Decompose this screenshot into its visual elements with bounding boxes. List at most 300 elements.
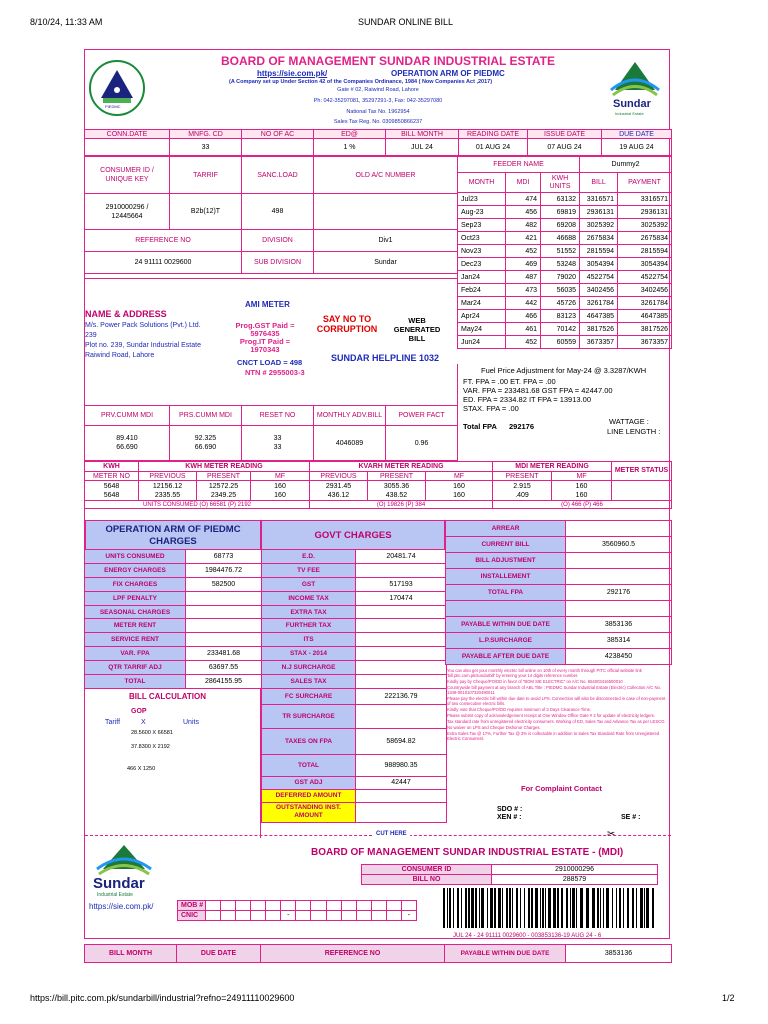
power-fact-value: 0.96 bbox=[386, 426, 458, 461]
barcode-bar bbox=[603, 888, 604, 928]
stub-bill-no-label: BILL NO bbox=[362, 875, 492, 885]
history-kwh: 45726 bbox=[541, 297, 580, 310]
history-payment: 3025392 bbox=[618, 219, 672, 232]
history-payment: 3402456 bbox=[618, 284, 672, 297]
mdi-mf-header: MF bbox=[552, 472, 612, 481]
instruction-item: Extra Sales Tax @ 17%, Further Tax @ 3% is collectable in addition to Sales Tax Standard Rate from Unregistered Electric Consumers. bbox=[447, 731, 660, 741]
mob-digit-cell[interactable] bbox=[296, 901, 311, 911]
barcode-bar bbox=[449, 888, 451, 928]
kwh-label: KWH bbox=[85, 462, 139, 472]
cnic-digit-cell[interactable] bbox=[326, 911, 341, 921]
it-paid-label: Prog.IT Paid = bbox=[239, 337, 291, 346]
barcode-bar bbox=[606, 888, 609, 928]
payable-due-value: 3853136 bbox=[566, 617, 672, 633]
bill-calculation bbox=[85, 688, 261, 838]
history-month: Aug-23 bbox=[458, 206, 506, 219]
piedmc-charge-row bbox=[85, 675, 262, 689]
barcode-bar bbox=[461, 888, 462, 928]
govt-charge-label: EXTRA TAX bbox=[262, 605, 356, 619]
monthly-adv-bill-label: MONTHLY ADV.BILL bbox=[314, 406, 386, 426]
old-ac-label: OLD A/C NUMBER bbox=[314, 157, 458, 194]
govt-charge-row bbox=[262, 661, 447, 675]
history-kwh: 69819 bbox=[541, 206, 580, 219]
govt-charge-value: 20481.74 bbox=[356, 550, 447, 564]
meter-reading-cell bbox=[139, 481, 197, 501]
ami-meter-title: AMI METER bbox=[245, 300, 290, 309]
bill-adjustment-value bbox=[566, 553, 672, 569]
payable-due-label: PAYABLE WITHIN DUE DATE bbox=[446, 617, 566, 633]
barcode-bar bbox=[545, 888, 546, 928]
cnic-digit-cell[interactable] bbox=[341, 911, 356, 921]
piedmc-charge-value bbox=[186, 619, 262, 633]
barcode-bar bbox=[494, 888, 496, 928]
meter-reading-cell bbox=[251, 481, 310, 501]
history-kwh: 69208 bbox=[541, 219, 580, 232]
bill-month-label: BILL MONTH bbox=[386, 130, 459, 139]
history-month: Oct23 bbox=[458, 232, 506, 245]
history-month: Dec23 bbox=[458, 258, 506, 271]
prs-cumm-mdi-label: PRS.CUMM MDI bbox=[170, 406, 242, 426]
bill-adjustment-label: BILL ADJUSTMENT bbox=[446, 553, 566, 569]
consumer-table bbox=[84, 156, 458, 274]
stub-bill-no-value: 288579 bbox=[492, 875, 658, 885]
history-mdi: 442 bbox=[506, 297, 541, 310]
mob-digit-cell[interactable] bbox=[326, 901, 341, 911]
instructions-block bbox=[447, 668, 669, 770]
piedmc-charge-row bbox=[85, 647, 262, 661]
history-mdi: 456 bbox=[506, 206, 541, 219]
barcode-bar bbox=[487, 888, 488, 928]
cnic-digit-cell[interactable] bbox=[236, 911, 251, 921]
govt-charge-value bbox=[356, 704, 447, 728]
cnic-digit-cell[interactable] bbox=[251, 911, 266, 921]
header-stn: Sales Tax Reg. No. 0309850866237 bbox=[333, 119, 423, 125]
piedmc-charge-value: 582500 bbox=[186, 577, 262, 591]
barcode-bar bbox=[520, 888, 521, 928]
reference-label: REFERENCE NO bbox=[85, 230, 242, 252]
govt-charge-row bbox=[262, 704, 447, 728]
line-length: LINE LENGTH : bbox=[607, 427, 661, 436]
kwh-previous-header: PREVIOUS bbox=[139, 472, 197, 481]
govt-charge-value bbox=[356, 802, 447, 822]
cnic-digit-cell[interactable] bbox=[206, 911, 221, 921]
history-row bbox=[458, 245, 672, 258]
stub-due-date-label: DUE DATE bbox=[177, 945, 261, 963]
barcode-bar bbox=[619, 888, 621, 928]
piedmc-charge-label: FIX CHARGES bbox=[85, 577, 186, 591]
sanc-load-value: 498 bbox=[242, 194, 314, 230]
piedmc-charge-value bbox=[186, 605, 262, 619]
history-row bbox=[458, 297, 672, 310]
barcode-bar bbox=[481, 888, 484, 928]
history-bill: 3261784 bbox=[580, 297, 618, 310]
piedmc-charge-row bbox=[85, 591, 262, 605]
govt-charge-label: GST ADJ bbox=[262, 776, 356, 789]
barcode-bar bbox=[644, 888, 645, 928]
calc-line-3: 466 X 1250 bbox=[127, 766, 156, 772]
fpa-line-2: VAR. FPA = 233481.68 GST FPA = 42447.00 bbox=[463, 386, 613, 395]
se-label: SE # : bbox=[621, 814, 641, 821]
barcode-bar bbox=[572, 888, 575, 928]
stub-logo-subtext: Industrial Estate bbox=[97, 892, 133, 898]
stub-bill-month-label: BILL MONTH bbox=[85, 945, 177, 963]
govt-charge-label: FURTHER TAX bbox=[262, 619, 356, 633]
sundar-logo-subtext: Industrial Estate bbox=[615, 111, 644, 116]
govt-charge-row bbox=[262, 647, 447, 661]
history-row bbox=[458, 219, 672, 232]
kwh-present-header: PRESENT bbox=[197, 472, 251, 481]
govt-charge-value bbox=[356, 647, 447, 661]
reference-value: 24 91111 0029600 bbox=[85, 252, 242, 274]
history-mdi: 474 bbox=[506, 193, 541, 206]
mob-digit-cell[interactable] bbox=[371, 901, 386, 911]
piedmc-charge-value: 63697.55 bbox=[186, 661, 262, 675]
govt-charge-label: INCOME TAX bbox=[262, 591, 356, 605]
history-mdi: 466 bbox=[506, 310, 541, 323]
piedmc-charge-row bbox=[85, 661, 262, 675]
installement-label: INSTALLEMENT bbox=[446, 569, 566, 585]
operation-arm: OPERATION ARM OF PIEDMC bbox=[391, 69, 505, 78]
piedmc-charge-label: ENERGY CHARGES bbox=[85, 563, 186, 577]
stub-website-link[interactable]: https://sie.com.pk/ bbox=[89, 902, 154, 911]
cnic-separator: - bbox=[401, 911, 416, 921]
mob-digit-cell[interactable] bbox=[266, 901, 281, 911]
history-bill: 3402456 bbox=[580, 284, 618, 297]
instruction-item: No waiver on LPS and Cheque Dishonor Charges. bbox=[447, 725, 541, 730]
sundar-logo-icon bbox=[605, 60, 665, 120]
piedmc-charge-value bbox=[186, 591, 262, 605]
govt-charge-row bbox=[262, 675, 447, 689]
history-row bbox=[458, 206, 672, 219]
meter-value: 160 bbox=[274, 491, 286, 499]
barcode-bar bbox=[636, 888, 637, 928]
instruction-item: Tax standard rate from unregistered electricity consumers. Working of ED, Sales Tax and Advance Tax as per LESCO. bbox=[447, 719, 666, 724]
ed-value: 1 % bbox=[314, 139, 386, 156]
meter-value: 2931.45 bbox=[325, 482, 352, 490]
piedmc-charge-value: 68773 bbox=[186, 550, 262, 564]
barcode-bar bbox=[632, 888, 634, 928]
fpa-line-4: STAX. FPA = .00 bbox=[463, 404, 519, 413]
no-of-ac-value bbox=[242, 139, 314, 156]
history-bill: 2815594 bbox=[580, 245, 618, 258]
mob-digit-cell[interactable] bbox=[236, 901, 251, 911]
print-url[interactable]: https://bill.pitc.com.pk/sundarbill/industrial?refno=24911110029600 bbox=[30, 993, 295, 1003]
history-payment: 3054394 bbox=[618, 258, 672, 271]
history-mdi: 452 bbox=[506, 336, 541, 349]
gop-label: GOP bbox=[131, 708, 147, 715]
x-col-label: X bbox=[141, 719, 146, 726]
mdi-consumed-line: (O) 466 (P) 466 bbox=[493, 501, 672, 509]
web-generated-bill: WEB GENERATED BILL bbox=[393, 316, 441, 343]
history-payment: 2675834 bbox=[618, 232, 672, 245]
barcode-bar bbox=[646, 888, 649, 928]
govt-charge-row bbox=[262, 605, 447, 619]
xen-label: XEN # : bbox=[497, 814, 522, 821]
reading-date-label: READING DATE bbox=[459, 130, 528, 139]
meter-reading-cell bbox=[85, 481, 139, 501]
unique-key-value: 12445664 bbox=[111, 212, 143, 220]
cnic-separator: - bbox=[281, 911, 296, 921]
cnic-digit-cell[interactable] bbox=[221, 911, 236, 921]
piedmc-charges-header bbox=[85, 520, 261, 550]
payable-after-value: 4238450 bbox=[566, 649, 672, 665]
cumm-table bbox=[84, 405, 458, 461]
name-address-block bbox=[85, 278, 457, 405]
barcode-bar bbox=[506, 888, 508, 928]
history-bill: 2675834 bbox=[580, 232, 618, 245]
history-payment: 4522754 bbox=[618, 271, 672, 284]
barcode bbox=[443, 888, 657, 928]
mob-digit-cell[interactable] bbox=[386, 901, 401, 911]
govt-charge-label: OUTSTANDING INST. AMOUNT bbox=[262, 802, 356, 822]
piedmc-charges-title: OPERATION ARM OF PIEDMC CHARGES bbox=[105, 524, 241, 547]
history-mdi: 487 bbox=[506, 271, 541, 284]
header-phone: Ph: 042-35297081, 35297291-3, Fax: 042-35297080 bbox=[313, 98, 443, 104]
govt-charge-row bbox=[262, 591, 447, 605]
prv-cumm-mdi-label: PRV.CUMM MDI bbox=[85, 406, 170, 426]
govt-charge-row bbox=[262, 577, 447, 591]
stub-logo-text: Sundar bbox=[93, 875, 145, 892]
address-line-1: M/s. Power Pack Solutions (Pvt.) Ltd. bbox=[85, 322, 201, 329]
govt-charge-label: E.D. bbox=[262, 550, 356, 564]
stub-reference-label: REFERENCE NO bbox=[261, 945, 445, 963]
cnic-label: CNIC bbox=[178, 911, 206, 921]
history-mdi: 461 bbox=[506, 323, 541, 336]
current-bill-label: CURRENT BILL bbox=[446, 537, 566, 553]
piedmc-charge-label: VAR. FPA bbox=[85, 647, 186, 661]
history-payment: 3261784 bbox=[618, 297, 672, 310]
govt-charge-value: 517193 bbox=[356, 577, 447, 591]
piedmc-charge-label: TOTAL bbox=[85, 675, 186, 689]
history-payment: 2936131 bbox=[618, 206, 672, 219]
piedmc-charge-row bbox=[85, 550, 262, 564]
reset-no-2: 33 bbox=[273, 444, 282, 451]
history-month: Jun24 bbox=[458, 336, 506, 349]
barcode-bar bbox=[640, 888, 643, 928]
history-bill: 3817526 bbox=[580, 323, 618, 336]
govt-charge-row bbox=[262, 619, 447, 633]
stub-consumer-id-value: 2910000296 bbox=[492, 865, 658, 875]
barcode-bar bbox=[570, 888, 571, 928]
old-ac-value bbox=[314, 194, 458, 230]
piedmc-charges-table bbox=[84, 549, 262, 689]
consumer-id-label: CONSUMER ID / UNIQUE KEY bbox=[85, 157, 170, 194]
piedmc-charge-row bbox=[85, 577, 262, 591]
bill-info-table bbox=[84, 129, 672, 156]
piedmc-charge-row bbox=[85, 633, 262, 647]
mob-cnic-table bbox=[177, 900, 417, 921]
mob-digit-cell[interactable] bbox=[206, 901, 221, 911]
prv-cumm-mdi-1: 89.410 bbox=[116, 435, 138, 442]
meter-reading-cell bbox=[552, 481, 612, 501]
mob-digit-cell[interactable] bbox=[341, 901, 356, 911]
meter-value: 12572.25 bbox=[208, 482, 239, 490]
meter-reading-cell bbox=[368, 481, 426, 501]
it-paid-value: 1970343 bbox=[250, 345, 280, 354]
history-payment-header: PAYMENT bbox=[618, 173, 672, 193]
cnic-digit-cell[interactable] bbox=[356, 911, 371, 921]
power-fact-label: POWER FACT bbox=[386, 406, 458, 426]
barcode-bar bbox=[509, 888, 511, 928]
conn-date-label: CONN.DATE bbox=[85, 130, 170, 139]
mob-digit-cell[interactable] bbox=[311, 901, 326, 911]
history-payment: 3673357 bbox=[618, 336, 672, 349]
total-fpa-value: 292176 bbox=[509, 422, 535, 431]
govt-charge-value: 42447 bbox=[356, 776, 447, 789]
barcode-bar bbox=[453, 888, 454, 928]
history-row bbox=[458, 310, 672, 323]
history-row bbox=[458, 323, 672, 336]
piedmc-logo-text: PIEDMC bbox=[105, 104, 121, 109]
fpa-line-3: ED. FPA = 2334.82 IT FPA = 13913.00 bbox=[463, 395, 592, 404]
history-bill: 2936131 bbox=[580, 206, 618, 219]
kwh-meter-reading-label: KWH METER READING bbox=[139, 462, 310, 472]
name-address-text bbox=[85, 321, 201, 361]
history-kwh-header: KWH UNITS bbox=[541, 173, 580, 193]
gst-paid-label: Prog.GST Paid = bbox=[235, 321, 295, 330]
scissors-icon: ✂ bbox=[607, 829, 616, 840]
mob-digit-cell[interactable] bbox=[221, 901, 236, 911]
issue-date-value: 07 AUG 24 bbox=[528, 139, 602, 156]
govt-charge-label: ITS bbox=[262, 633, 356, 647]
history-month: Jan24 bbox=[458, 271, 506, 284]
stub-footer-table bbox=[84, 944, 672, 963]
print-title: SUNDAR ONLINE BILL bbox=[358, 17, 454, 27]
mob-digit-cell[interactable] bbox=[401, 901, 416, 911]
govt-charge-label: SALES TAX bbox=[262, 675, 356, 689]
kvarh-meter-reading-label: KVARH METER READING bbox=[310, 462, 493, 472]
barcode-text: JUL 24 - 24 91111 0029600 - 003853136-19 AUG 24 - 6 bbox=[453, 933, 602, 939]
bill-header bbox=[85, 50, 671, 129]
mob-digit-cell[interactable] bbox=[251, 901, 266, 911]
division-label: DIVISION bbox=[242, 230, 314, 252]
barcode-bar bbox=[524, 888, 525, 928]
instruction-item: Countrywide bill payment at any branch of ABL Title : PIEDMC Sundar Industrial Estate (Electric) Collection A/C No. 1349-0010107320490011 bbox=[447, 685, 661, 695]
history-row bbox=[458, 232, 672, 245]
due-date-value: 19 AUG 24 bbox=[602, 139, 672, 156]
conn-date-value bbox=[85, 139, 170, 156]
stub-payable-value: 3853136 bbox=[566, 945, 672, 963]
meter-value: 160 bbox=[453, 491, 465, 499]
feeder-label: FEEDER NAME bbox=[458, 157, 580, 173]
header-ntn: National Tax No. 1962954 bbox=[346, 109, 410, 115]
ntn-number: NTN # 2955003-3 bbox=[245, 368, 305, 377]
govt-charge-value bbox=[356, 675, 447, 689]
history-payment: 3817526 bbox=[618, 323, 672, 336]
history-row bbox=[458, 193, 672, 206]
mob-digit-cell[interactable] bbox=[281, 901, 296, 911]
units-col-label: Units bbox=[183, 719, 199, 726]
cnic-digit-cell[interactable] bbox=[371, 911, 386, 921]
sundar-logo-text: Sundar bbox=[613, 98, 651, 110]
barcode-bar bbox=[540, 888, 541, 928]
barcode-bar bbox=[542, 888, 544, 928]
history-row bbox=[458, 271, 672, 284]
print-page-number: 1/2 bbox=[722, 993, 735, 1003]
barcode-bar bbox=[531, 888, 533, 928]
meter-value: 5648 bbox=[103, 491, 120, 499]
govt-charge-label: TV FEE bbox=[262, 563, 356, 577]
address-line-4: Raiwind Road, Lahore bbox=[85, 352, 155, 359]
kvarh-previous-header: PREVIOUS bbox=[310, 472, 368, 481]
govt-charge-label: STAX - 2014 bbox=[262, 647, 356, 661]
history-mdi-header: MDI bbox=[506, 173, 541, 193]
history-bill: 4522754 bbox=[580, 271, 618, 284]
cnic-digit-cell[interactable] bbox=[296, 911, 311, 921]
sundar-stub-logo-icon bbox=[89, 843, 159, 877]
calc-line-2: 37.8300 X 2192 bbox=[131, 744, 170, 750]
piedmc-charge-label: SEASONAL CHARGES bbox=[85, 605, 186, 619]
piedmc-charge-label: LPF PENALTY bbox=[85, 591, 186, 605]
govt-charge-value bbox=[356, 563, 447, 577]
govt-charges-header bbox=[261, 520, 445, 550]
piedmc-charge-label: METER RENT bbox=[85, 619, 186, 633]
cnic-digit-cell[interactable] bbox=[311, 911, 326, 921]
kvarh-mf-header: MF bbox=[426, 472, 493, 481]
history-month: Apr24 bbox=[458, 310, 506, 323]
barcode-bar bbox=[548, 888, 551, 928]
gst-paid-value: 5976435 bbox=[250, 329, 280, 338]
meter-reading-cell bbox=[197, 481, 251, 501]
history-month: Sep23 bbox=[458, 219, 506, 232]
piedmc-charge-row bbox=[85, 619, 262, 633]
govt-charge-value bbox=[356, 661, 447, 675]
prv-cumm-mdi-2: 66.690 bbox=[116, 444, 138, 451]
fpa-line-1: FT. FPA = .00 ET. FPA = .00 bbox=[463, 377, 556, 386]
meter-reading-cell bbox=[426, 481, 493, 501]
barcode-bar bbox=[652, 888, 654, 928]
govt-charge-value: 58694.82 bbox=[356, 728, 447, 754]
bill-calc-title: BILL CALCULATION bbox=[129, 692, 207, 701]
history-payment: 3316571 bbox=[618, 193, 672, 206]
monthly-adv-bill-value: 4046089 bbox=[314, 426, 386, 461]
barcode-bar bbox=[468, 888, 470, 928]
ami-details bbox=[225, 322, 305, 354]
history-kwh: 63132 bbox=[541, 193, 580, 206]
govt-charges-title: GOVT CHARGES bbox=[314, 530, 392, 541]
meter-value: 438.52 bbox=[385, 491, 408, 499]
govt-charges-table bbox=[261, 549, 447, 823]
mob-digit-cell[interactable] bbox=[356, 901, 371, 911]
website-link[interactable]: https://sie.com.pk/ bbox=[257, 69, 328, 78]
govt-charge-value: 170474 bbox=[356, 591, 447, 605]
meter-reading-cell bbox=[493, 481, 552, 501]
cnic-digit-cell[interactable] bbox=[386, 911, 401, 921]
no-of-ac-label: NO OF AC bbox=[242, 130, 314, 139]
history-month: Feb24 bbox=[458, 284, 506, 297]
cnic-digit-cell[interactable] bbox=[266, 911, 281, 921]
govt-charge-row bbox=[262, 754, 447, 776]
history-kwh: 46688 bbox=[541, 232, 580, 245]
barcode-bar bbox=[592, 888, 595, 928]
total-fpa-label: Total FPA bbox=[463, 422, 497, 431]
ed-label: ED@ bbox=[314, 130, 386, 139]
history-mdi: 452 bbox=[506, 245, 541, 258]
govt-charge-row bbox=[262, 550, 447, 564]
history-kwh: 83123 bbox=[541, 310, 580, 323]
history-mdi: 473 bbox=[506, 284, 541, 297]
name-address-label: NAME & ADDRESS bbox=[85, 309, 167, 319]
barcode-bar bbox=[553, 888, 556, 928]
meter-no-header: METER NO bbox=[85, 472, 139, 481]
govt-charge-value bbox=[356, 633, 447, 647]
govt-charge-label: TAXES ON FPA bbox=[262, 728, 356, 754]
history-mdi: 469 bbox=[506, 258, 541, 271]
meter-value: 2335.55 bbox=[154, 491, 181, 499]
feeder-value: Dummy2 bbox=[580, 157, 672, 173]
subdivision-value: Sundar bbox=[314, 252, 458, 274]
barcode-bar bbox=[516, 888, 518, 928]
